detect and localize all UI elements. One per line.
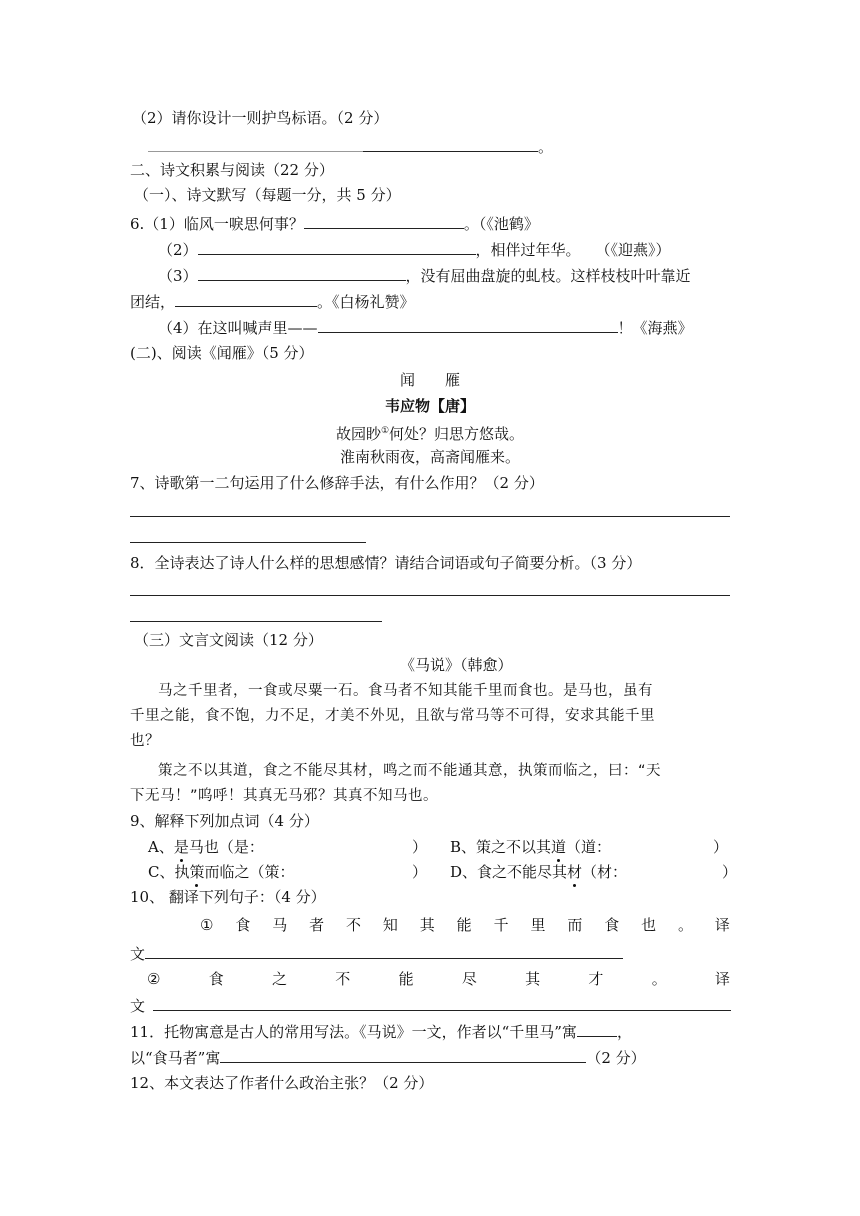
q10-s1-char: 能	[456, 916, 472, 934]
poem-line-1-b: 何处？归思方悠哉。	[389, 425, 525, 443]
article-p1-line-1: 马之千里者，一食或尽粟一石。食马者不知其能千里而食也。是马也，虽有	[158, 683, 653, 699]
q9-title: 9、解释下列加点词（4 分）	[130, 812, 319, 830]
q10-s2-char: 不	[335, 970, 351, 988]
q10-s2-cont	[130, 995, 731, 1016]
q10-sentence-1	[200, 915, 730, 935]
q6-1-blank[interactable]	[304, 213, 464, 229]
q9-c-post: 而临之（策：	[204, 863, 295, 881]
q10-s1-char: 而	[567, 916, 583, 934]
q10-s1-char: 者	[309, 916, 325, 934]
q9-item-a	[148, 837, 264, 857]
q8-answer-line-2[interactable]	[130, 621, 382, 622]
q7-answer-line-1[interactable]	[130, 516, 730, 517]
q10-s1-char: 千	[493, 916, 509, 934]
q9-b-pre: B、策之不以其	[450, 838, 552, 856]
q9-c-pre: C、执	[148, 863, 190, 881]
q9-item-c	[148, 862, 295, 882]
q9-b-post: （道：	[566, 838, 612, 856]
q6-1-prefix: 6.（1）临风一唳思何事？	[130, 215, 304, 233]
article-p1-line-3: 也？	[130, 733, 160, 749]
q10-s1-char: 译	[714, 916, 730, 934]
article-title: 《马说》（韩愈）	[400, 656, 513, 674]
q10-s2-char: ②	[147, 970, 161, 988]
q10-s1-char: 食	[235, 916, 251, 934]
q6-3-blank-1[interactable]	[198, 265, 406, 281]
section-2-title: 二、诗文积累与阅读（22 分）	[130, 161, 334, 179]
q9-d-pre: D、食之不能尽其	[450, 863, 568, 881]
q10-s1-char: 。	[678, 916, 694, 934]
q6-3-suffix: ，没有屈曲盘旋的虬枝。这样枝枝叶叶靠近	[405, 267, 691, 285]
poem-line-2: 淮南秋雨夜，高斋闻雁来。	[339, 448, 520, 466]
q10-s1-answer-line[interactable]	[145, 943, 623, 959]
q6-3-blank-2[interactable]	[175, 291, 317, 307]
q10-s1-cont	[130, 943, 623, 964]
q9-c-close: ）	[412, 863, 428, 881]
poem-title: 闻 雁	[399, 371, 460, 389]
poem-author: 韦应物【唐】	[384, 397, 475, 415]
q6-4	[158, 317, 693, 338]
q6-2-prefix: （2）	[158, 241, 198, 259]
q10-s1-char: 不	[346, 916, 362, 934]
q9-item-d	[450, 862, 627, 882]
q11-l1-end: ，	[616, 1023, 632, 1041]
q10-s2-char: 尽	[461, 970, 477, 988]
q11-line-2	[130, 1047, 646, 1068]
poem-line-1-a: 故园眇	[335, 425, 381, 443]
q11-l1-text: 11．托物寓意是古人的常用写法。《马说》一文，作者以“千里马”寓	[130, 1023, 577, 1041]
q11-l2-score: （2 分）	[586, 1049, 646, 1067]
q10-s2-char: 之	[272, 970, 288, 988]
q9-a-dotted-word: 是	[173, 838, 189, 856]
q6-3-prefix: （3）	[158, 267, 198, 285]
q6-2	[158, 239, 671, 260]
q11-l2-text: 以“食马者”寓	[130, 1049, 221, 1067]
q9-d-post: （材：	[582, 863, 628, 881]
q6-1-suffix: 。（《池鹤》	[463, 215, 539, 233]
q9-item-b	[450, 837, 611, 857]
q10-s1-char: ①	[200, 916, 214, 934]
q10-s1-char: 其	[419, 916, 435, 934]
q10-s2-answer-line[interactable]	[153, 995, 731, 1011]
q9-c-dotted-word: 策	[189, 863, 205, 881]
q6-2-blank[interactable]	[198, 239, 476, 255]
q9-a-pre: A、	[148, 838, 174, 856]
q10-s1-char: 里	[530, 916, 546, 934]
q9-b-close: ）	[713, 838, 729, 856]
part-2-title: (二)、阅读《闻雁》（5 分）	[130, 344, 314, 362]
q9-d-close: ）	[722, 863, 738, 881]
q10-s2-char: 其	[525, 970, 541, 988]
q9-a-post: 马也（是：	[188, 838, 264, 856]
footnote-marker: ①	[380, 426, 390, 436]
q6-4-blank[interactable]	[318, 317, 618, 333]
q10-s1-char: 也	[641, 916, 657, 934]
q6-3	[158, 265, 691, 286]
q2-bird-slogan-label: （2）请你设计一则护鸟标语。（2 分）	[132, 109, 389, 127]
q10-s1-char: 知	[382, 916, 398, 934]
q6-4-prefix: （4）在这叫喊声里——	[158, 319, 318, 337]
q7-question: 7、诗歌第一二句运用了什么修辞手法，有什么作用？（2 分）	[130, 474, 544, 492]
part-3-title: （三）文言文阅读（12 分）	[134, 631, 323, 649]
poem-line-1	[130, 421, 730, 444]
q10-s2-char: 译	[714, 970, 730, 988]
q11-blank-1[interactable]	[577, 1021, 617, 1037]
q9-a-close: ）	[412, 838, 428, 856]
q9-d-dotted-word: 材	[567, 863, 583, 881]
q8-answer-line-1[interactable]	[130, 595, 730, 596]
q6-4-suffix: ！《海燕》	[617, 319, 693, 337]
q6-2-suffix: ，相伴过年华。 （《迎燕》）	[475, 241, 671, 259]
q10-s1-char: 食	[604, 916, 620, 934]
q6-3-cont	[130, 291, 415, 312]
q10-title: 10、 翻译下列句子：（4 分）	[130, 888, 326, 906]
q8-question: 8．全诗表达了诗人什么样的思想感情？请结合词语或句子简要分析。（3 分）	[130, 554, 642, 572]
q6-1	[130, 213, 539, 234]
q10-s2-char: 食	[208, 970, 224, 988]
q2-answer-line[interactable]	[148, 136, 553, 157]
q6-3-cont-prefix: 团结，	[130, 293, 176, 311]
q10-s2-cont-char: 文	[130, 997, 146, 1015]
q10-s1-cont-char: 文	[130, 945, 146, 963]
article-p2-line-1: 策之不以其道，食之不能尽其材，鸣之而不能通其意，执策而临之，曰：“天	[158, 763, 662, 779]
q10-s2-char: 。	[651, 970, 667, 988]
q10-s1-char: 马	[272, 916, 288, 934]
q11-blank-2[interactable]	[220, 1047, 586, 1063]
part-1-title: （一）、诗文默写（每题一分，共 5 分）	[134, 186, 401, 204]
q12-question: 12、本文表达了作者什么政治主张？（2 分）	[130, 1074, 434, 1092]
article-p2-line-2: 下无马！”呜呼！其真无马邪？其真不知马也。	[130, 788, 439, 804]
q10-s2-char: 才	[588, 970, 604, 988]
q10-s2-char: 能	[398, 970, 414, 988]
q11-line-1	[130, 1021, 632, 1042]
q9-b-dotted-word: 道	[551, 838, 567, 856]
article-p1-line-2: 千里之能，食不饱，力不足，才美不外见，且欲与常马等不可得，安求其能千里	[130, 708, 655, 724]
q2-end-mark: 。	[538, 138, 554, 156]
q7-answer-line-2[interactable]	[130, 542, 366, 543]
q10-sentence-2	[147, 969, 730, 989]
q6-3-cont-suffix: 。《白杨礼赞》	[317, 293, 415, 311]
